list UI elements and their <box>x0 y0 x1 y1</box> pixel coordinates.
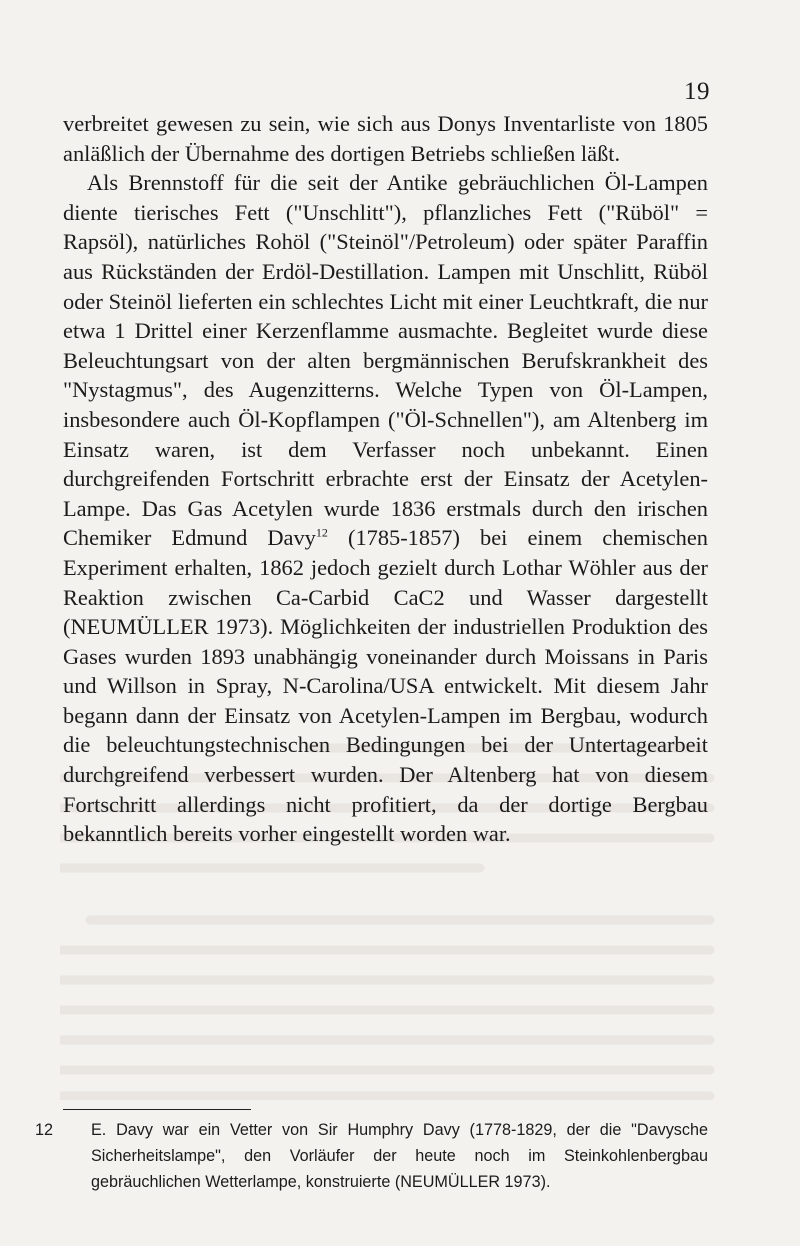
footnote <box>35 1117 708 1195</box>
footnote-body <box>35 1117 708 1195</box>
page-number: 19 <box>684 78 710 105</box>
paragraph-2-part-1: Als Brennstoff für die seit der Antike gebräuchlichen Öl-Lampen diente tierisches Fett ("Unschlitt"), pflanzliches Fett ("Rüböl" = Rapsöl), natürliches Rohöl ("Steinöl"/Petroleum) oder später Paraffin aus Rückständen der Erdöl-Destillation. Lampen mit Unschlitt, Rüböl oder Steinöl lieferten ein schlechtes Licht mit einer Leuchtkraft, die nur etwa 1 Drittel einer Kerzenflamme ausmachte. Begleitet wurde diese Beleuchtungsart von der alten bergmännischen Berufskrankheit des "Nystagmus", des Augenzitterns. Welche Typen von Öl-Lampen, insbesondere auch Öl-Kopflampen ("Öl-Schnellen"), am Altenberg im Einsatz waren, ist dem Verfasser noch unbekannt. Einen durchgreifenden Fortschritt erbrachte erst der Einsatz der Acetylen-Lampe. Das Gas Acetylen wurde 1836 erstmals durch den irischen Chemiker Edmund Davy <box>63 170 708 551</box>
paragraph-2-part-2: (1785-1857) bei einem chemischen Experiment erhalten, 1862 jedoch gezielt durch Lothar Wöhler aus der Reaktion zwischen Ca-Carbid CaC2 und Wasser dargestellt (NEUMÜLLER 1973). Möglichkeiten der industriellen Produktion des Gases wurden 1893 unabhängig voneinander durch Moissans in Paris und Willson in Spray, N-Carolina/USA entwickelt. Mit diesem Jahr begann dann der Einsatz von Acetylen-Lampen im Bergbau, wodurch die beleuchtungstechnischen Bedingungen bei der Untertagearbeit durchgreifend verbessert wurden. Der Altenberg hat von diesem Fortschritt allerdings nicht profitiert, da der dortige Bergbau bekanntlich bereits vorher eingestellt worden war. <box>63 525 708 847</box>
footnote-number: 12 <box>35 1121 54 1139</box>
footnote-text: E. Davy war ein Vetter von Sir Humphry Davy (1778-1829, der die "Davysche Sicherheitslampe", den Vorläufer der heute noch im Steinkohlenbergbau gebräuchlichen Wetterlampe, konstruierte (NEUMÜLLER 1973). <box>91 1121 708 1191</box>
paragraph-1: verbreitet gewesen zu sein, wie sich aus Donys Inventarliste von 1805 anläßlich der Übernahme des dortigen Betriebs schließen läßt. <box>63 111 708 166</box>
main-text <box>63 109 708 849</box>
footnote-divider <box>63 1109 251 1110</box>
footnote-reference: 12 <box>315 525 328 540</box>
paragraph-2 <box>63 168 708 849</box>
